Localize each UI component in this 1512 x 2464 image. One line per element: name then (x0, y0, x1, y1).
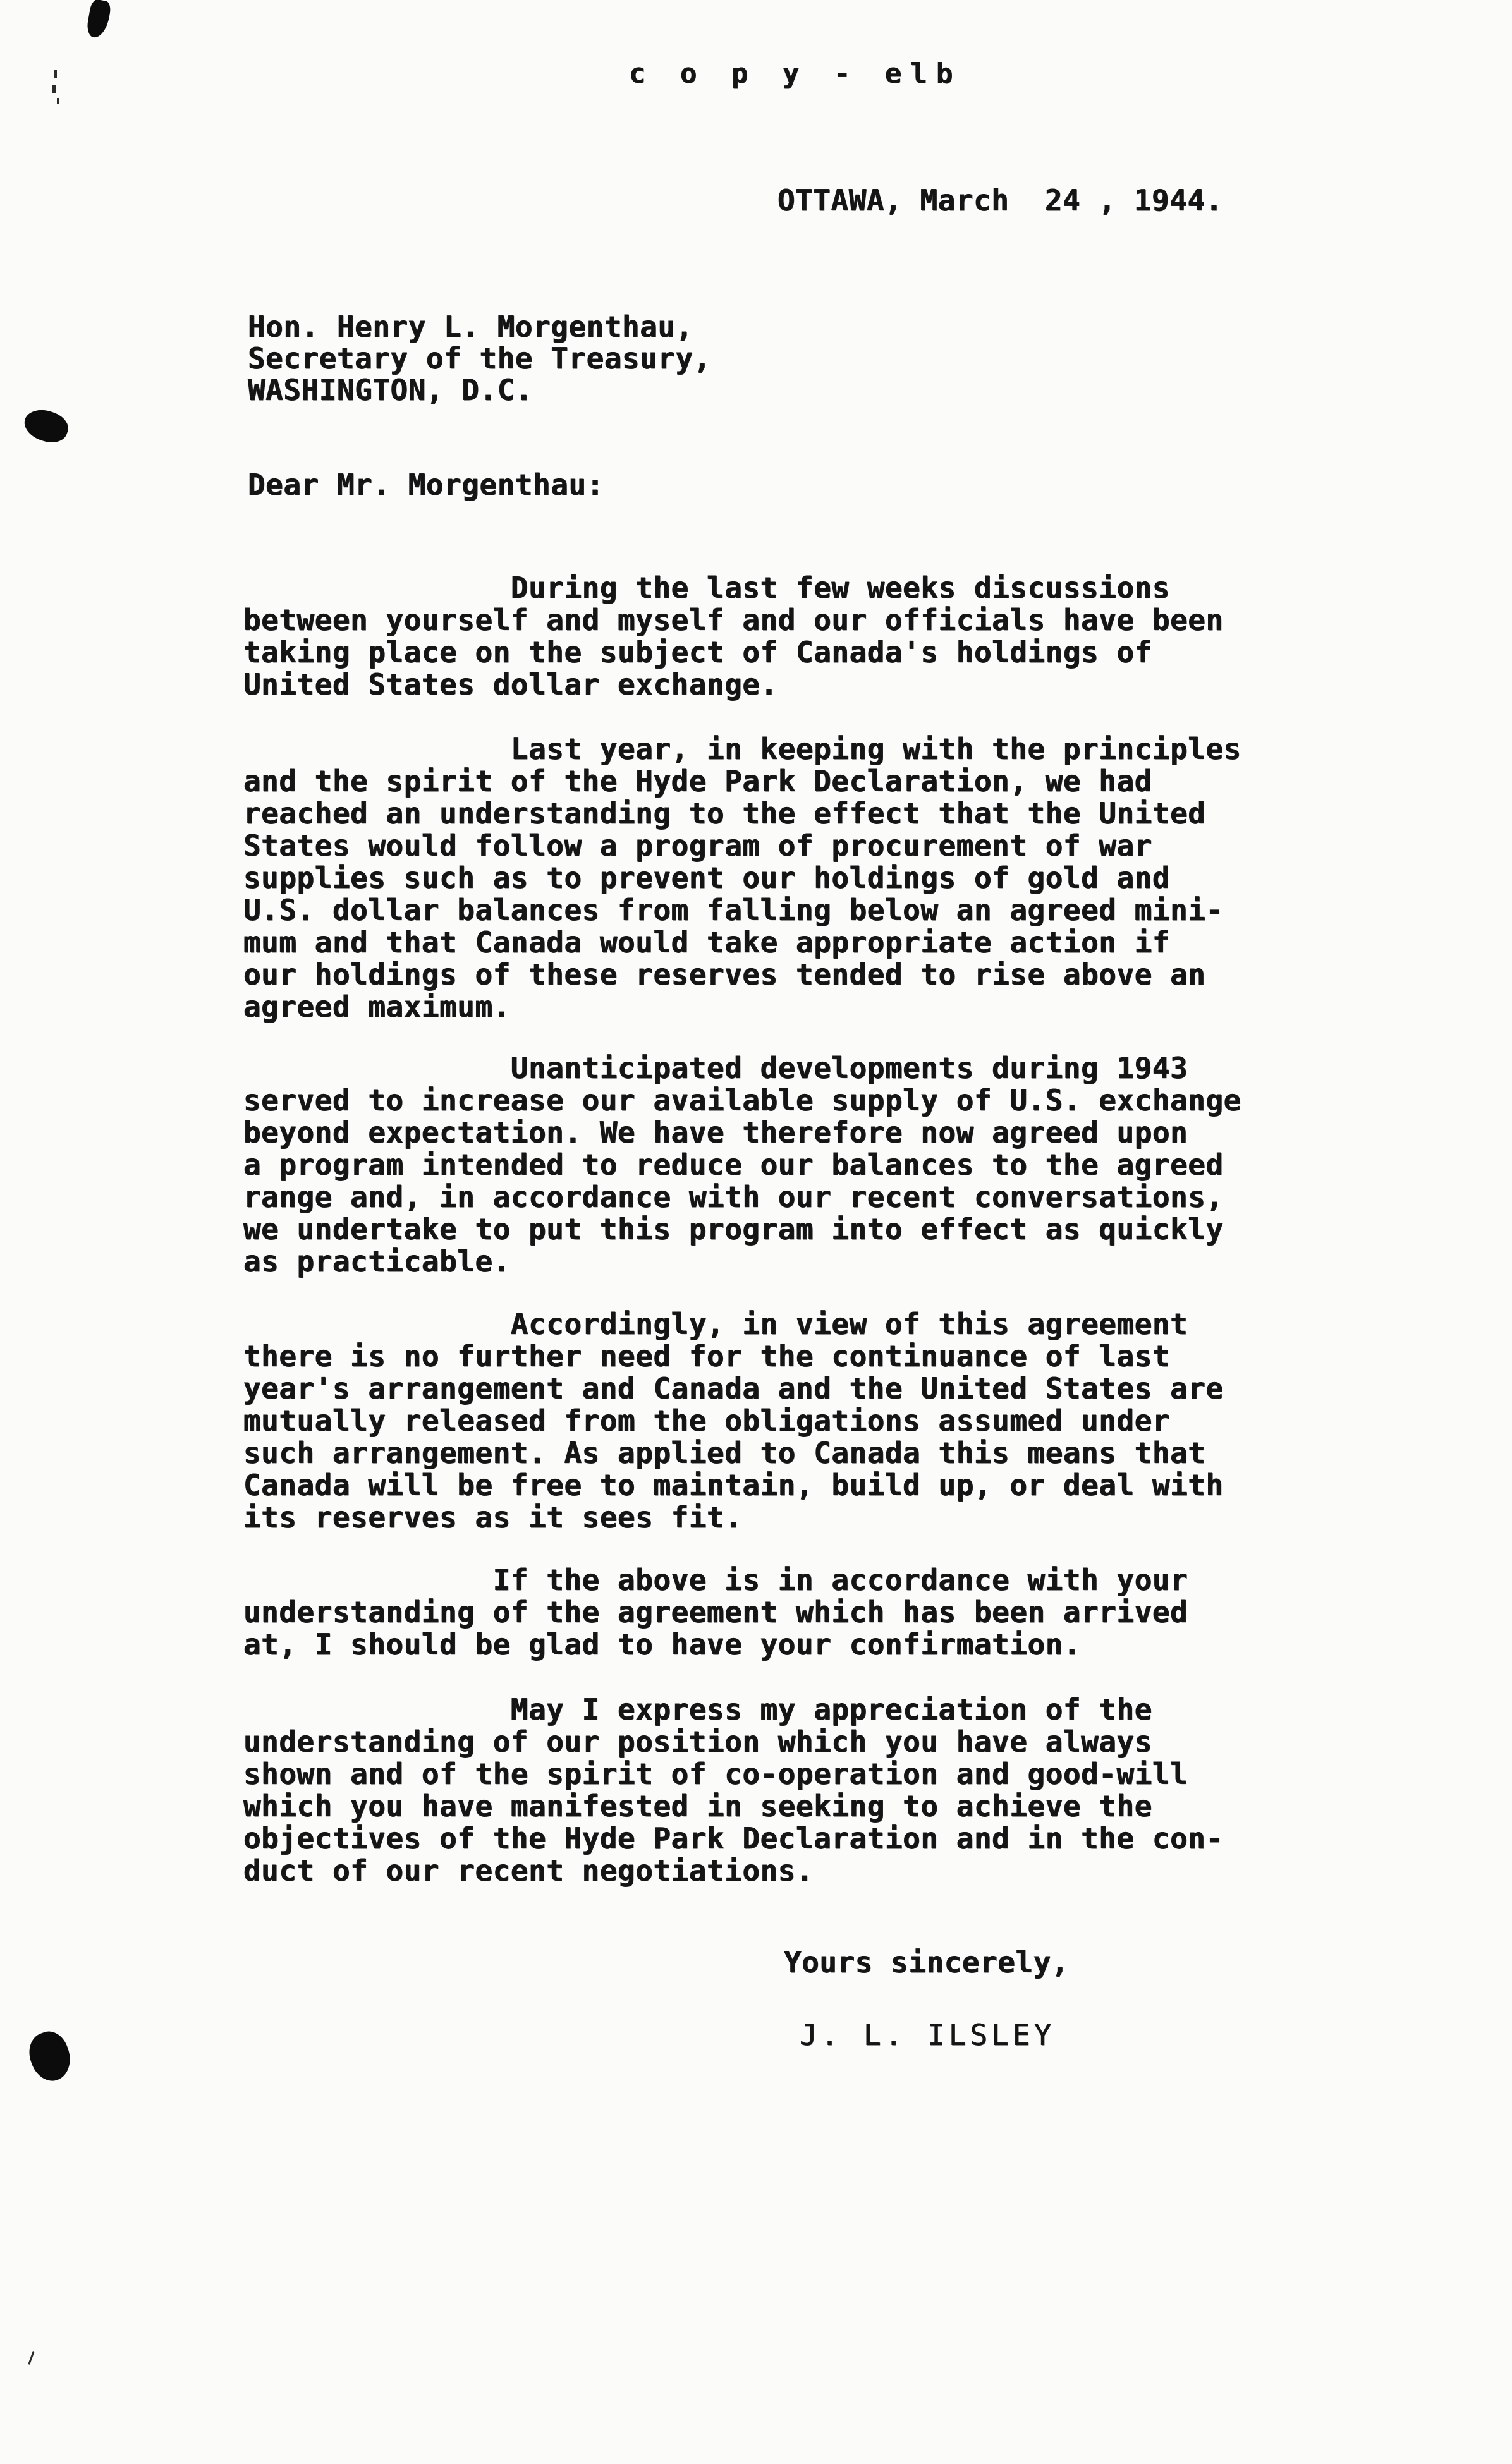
paragraph-line: at, I should be glad to have your confirmation. (243, 1627, 1082, 1661)
paragraph-line: shown and of the spirit of co-operation and good-will (243, 1757, 1188, 1791)
paragraph-line: we undertake to put this program into effect as quickly (243, 1212, 1224, 1246)
paragraph-line: Last year, in keeping with the principles (243, 732, 1241, 766)
paragraph-line: there is no further need for the continuance of last (243, 1339, 1171, 1373)
paragraph-line: If the above is in accordance with your (243, 1563, 1188, 1597)
recipient-line: WASHINGTON, D.C. (248, 373, 533, 407)
paragraph-line: mutually released from the obligations assumed under (243, 1404, 1171, 1438)
paragraph-line: Accordingly, in view of this agreement (243, 1307, 1188, 1341)
body-paragraph (243, 572, 1305, 701)
body-paragraph (243, 1052, 1305, 1278)
punch-hole (20, 404, 72, 447)
paragraph-line: understanding of the agreement which has been arrived (243, 1595, 1188, 1629)
ink-mark (28, 2351, 34, 2365)
paragraph-line: reached an understanding to the effect that the United (243, 796, 1206, 830)
paragraph-line: duct of our recent negotiations. (243, 1854, 814, 1888)
paragraph-line: and the spirit of the Hyde Park Declaration, we had (243, 764, 1152, 798)
salutation: Dear Mr. Morgenthau: (248, 468, 604, 502)
paragraph-line: range and, in accordance with our recent conversations, (243, 1180, 1224, 1214)
paragraph-line: During the last few weeks discussions (243, 571, 1171, 605)
ink-mark (52, 85, 56, 93)
recipient-line: Hon. Henry L. Morgenthau, (248, 310, 693, 344)
paragraph-line: States would follow a program of procurement of war (243, 828, 1152, 863)
body-paragraph (243, 1308, 1305, 1534)
body-paragraph (243, 1694, 1305, 1887)
ink-mark (54, 70, 57, 78)
paragraph-line: which you have manifested in seeking to achieve the (243, 1789, 1152, 1823)
paragraph-line: Canada will be free to maintain, build up, or deal with (243, 1468, 1224, 1502)
ink-mark (57, 98, 59, 104)
paragraph-line: agreed maximum. (243, 990, 511, 1024)
paragraph-line: as practicable. (243, 1244, 511, 1278)
copy-mark: c o p y - elb (629, 58, 962, 90)
paragraph-line: Unanticipated developments during 1943 (243, 1051, 1188, 1085)
paragraph-line: a program intended to reduce our balances to the agreed (243, 1148, 1224, 1182)
paragraph-line: year's arrangement and Canada and the United States are (243, 1371, 1224, 1405)
paragraph-line: beyond expectation. We have therefore now agreed upon (243, 1115, 1188, 1150)
punch-hole (23, 2027, 77, 2087)
paragraph-line: objectives of the Hyde Park Declaration and in the con- (243, 1821, 1224, 1855)
body-paragraph (243, 733, 1305, 1023)
paragraph-line: such arrangement. As applied to Canada this means that (243, 1436, 1206, 1470)
ink-blot (85, 0, 112, 39)
paragraph-line: its reserves as it sees fit. (243, 1500, 743, 1534)
body-paragraph (243, 1564, 1305, 1661)
paragraph-line: our holdings of these reserves tended to rise above an (243, 957, 1206, 992)
recipient-address (248, 311, 711, 406)
closing: Yours sincerely, (784, 1945, 1070, 1979)
paragraph-line: understanding of our position which you have always (243, 1725, 1152, 1759)
date-line: OTTAWA, March 24 , 1944. (777, 183, 1223, 217)
paragraph-line: taking place on the subject of Canada's holdings of (243, 635, 1152, 669)
paragraph-line: U.S. dollar balances from falling below an agreed mini- (243, 893, 1224, 927)
signature-name: J. L. ILSLEY (800, 2018, 1056, 2052)
recipient-line: Secretary of the Treasury, (248, 341, 712, 375)
paragraph-line: supplies such as to prevent our holdings of gold and (243, 861, 1171, 895)
paragraph-line: between yourself and myself and our officials have been (243, 603, 1224, 637)
paragraph-line: United States dollar exchange. (243, 667, 778, 701)
paragraph-line: May I express my appreciation of the (243, 1692, 1152, 1727)
paragraph-line: served to increase our available supply of U.S. exchange (243, 1083, 1241, 1117)
paragraph-line: mum and that Canada would take appropriate action if (243, 925, 1171, 959)
